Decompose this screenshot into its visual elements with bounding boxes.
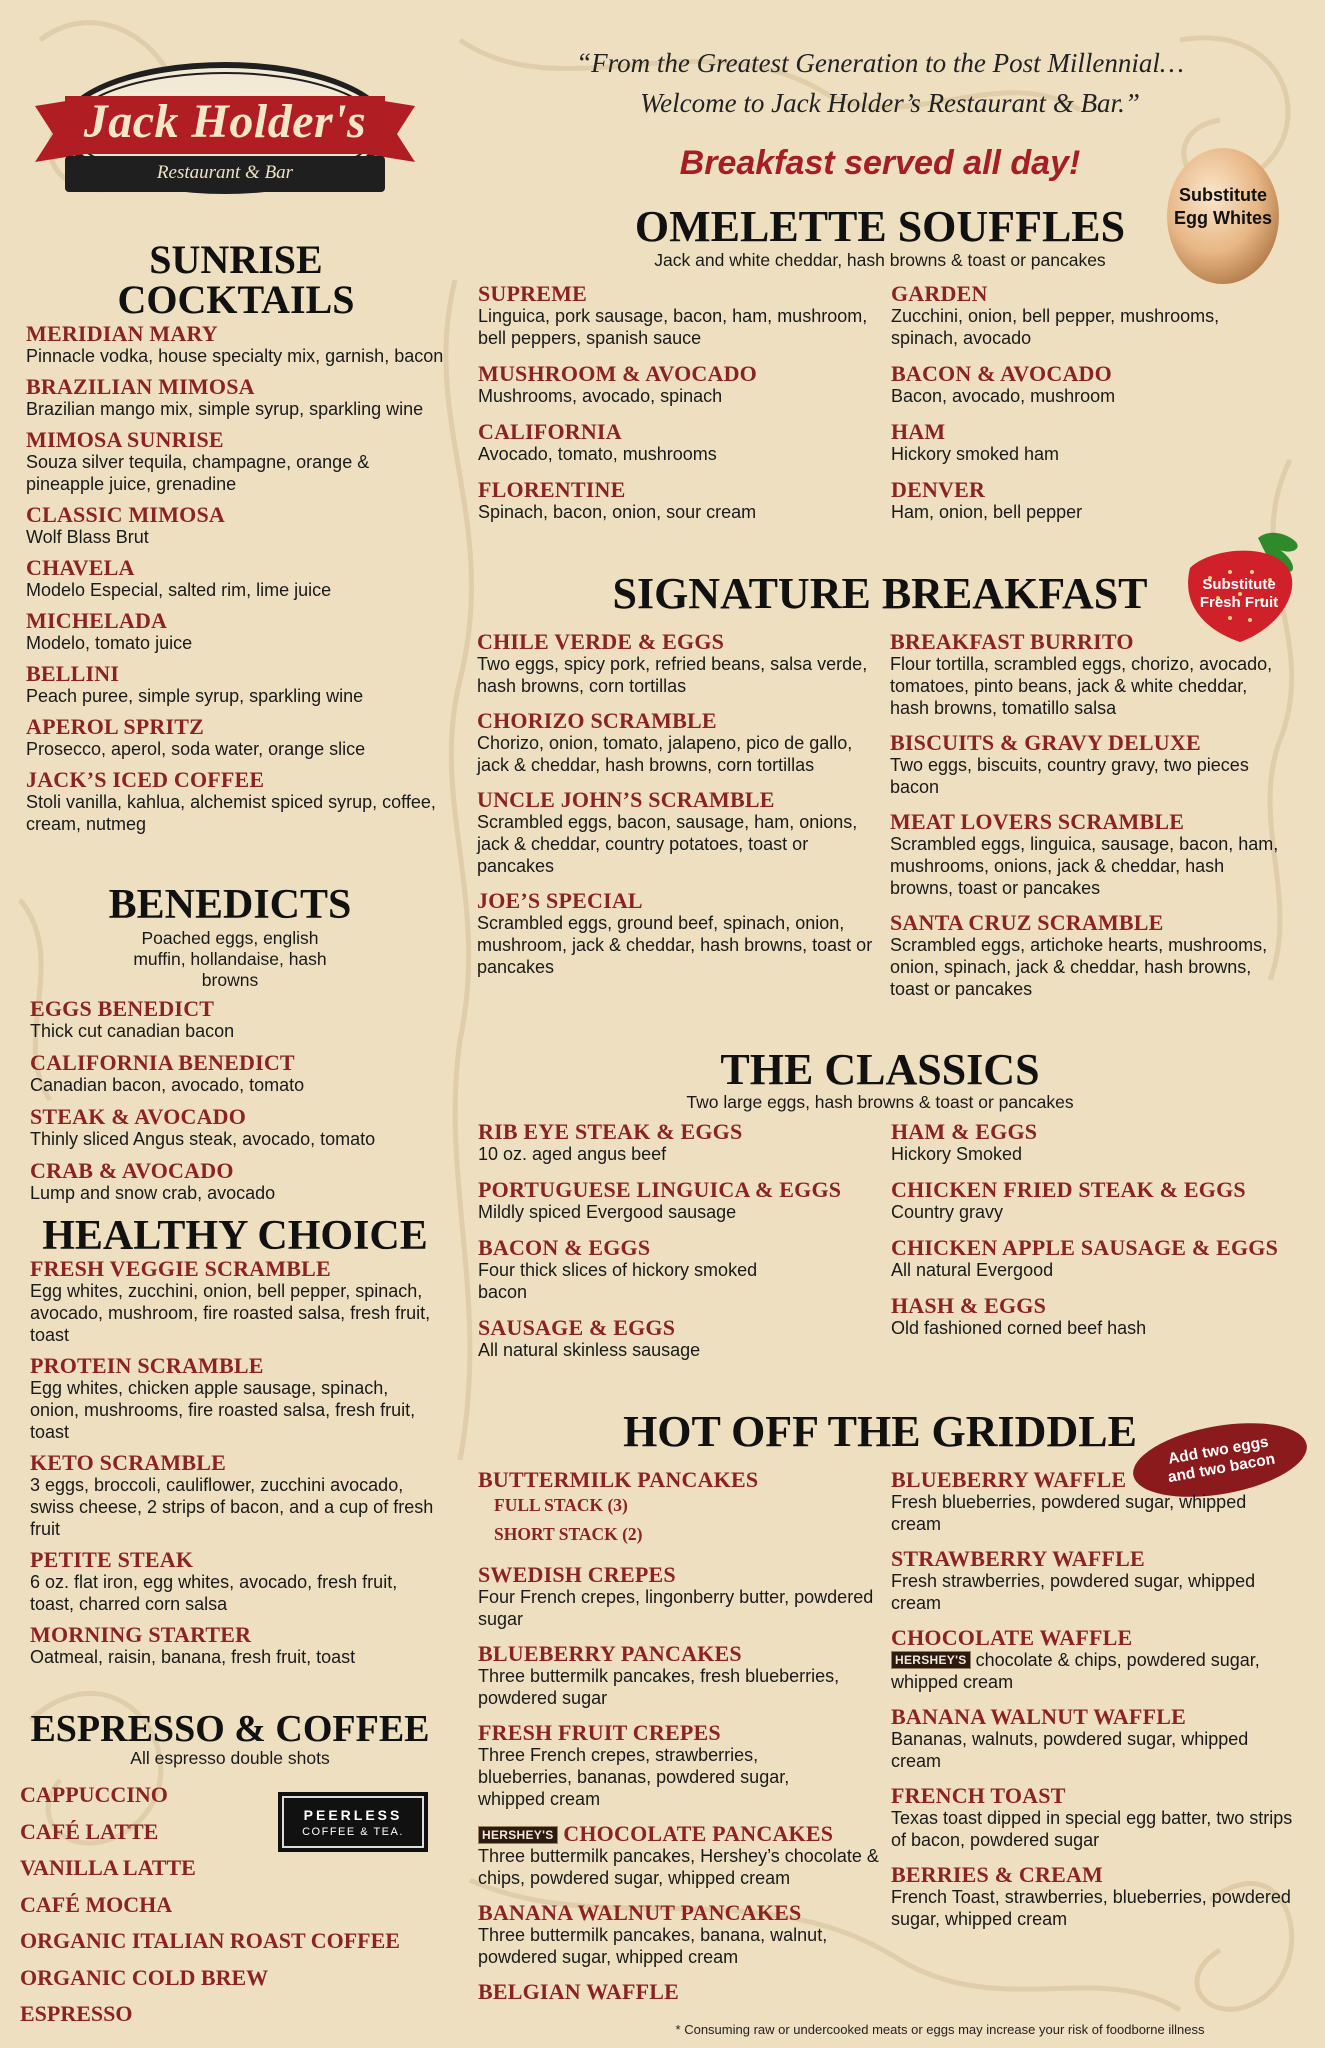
item-desc: 3 eggs, broccoli, cauliflower, zucchini avocado, swiss cheese, 2 strips of bacon, and a cup of fresh fruit (30, 1475, 434, 1539)
menu-item (26, 556, 446, 601)
tagline-line-2: Welcome to Jack Holder’s Restaurant & Bar.” (640, 88, 1140, 118)
item-desc: Texas toast dipped in special egg batter, two strips of bacon, powdered sugar (891, 1808, 1293, 1850)
menu-item (478, 478, 878, 523)
item-name: BLUEBERRY PANCAKES (478, 1641, 742, 1666)
item-desc: Bacon, avocado, mushroom (891, 386, 1116, 406)
item-name: SAUSAGE & EGGS (478, 1315, 676, 1340)
item-desc: Hickory Smoked (891, 1144, 1023, 1164)
item-name: BANANA WALNUT PANCAKES (478, 1900, 802, 1925)
item-desc: Linguica, pork sausage, bacon, ham, mushroom, bell peppers, spanish sauce (478, 306, 868, 348)
menu-item (30, 1354, 440, 1443)
item-name: HASH & EGGS (891, 1293, 1047, 1318)
griddle-title: HOT OFF THE GRIDDLE (623, 1407, 1137, 1456)
menu-item (478, 1563, 898, 1630)
menu-item (478, 1120, 878, 1165)
item-desc: Four French crepes, lingonberry butter, powdered sugar (478, 1587, 874, 1629)
menu-item (26, 322, 446, 367)
menu-item (478, 362, 878, 407)
menu-item (30, 1051, 430, 1096)
signature-title: SIGNATURE BREAKFAST (612, 569, 1148, 618)
coffee-item: VANILLA LATTE (20, 1855, 196, 1880)
item-desc: Three buttermilk pancakes, Hershey’s chocolate & chips, powdered sugar, whipped cream (478, 1846, 879, 1888)
item-name: MEAT LOVERS SCRAMBLE (890, 809, 1185, 834)
logo-name: Jack Holder's (83, 95, 367, 148)
coffee-item: CAPPUCCINO (20, 1782, 168, 1807)
item-desc: 6 oz. flat iron, egg whites, avocado, fresh fruit, toast, charred corn salsa (30, 1572, 398, 1614)
classics-right-column (891, 1120, 1311, 1352)
item-desc: All natural skinless sausage (478, 1340, 701, 1360)
item-name: MORNING STARTER (30, 1622, 252, 1647)
item-name: PORTUGUESE LINGUICA & EGGS (478, 1177, 842, 1202)
healthy-choice-section (30, 1215, 440, 1676)
item-desc-row (891, 1649, 1301, 1693)
item-desc: Two eggs, biscuits, country gravy, two pieces bacon (890, 755, 1249, 797)
item-name: BANANA WALNUT WAFFLE (891, 1704, 1186, 1729)
item-desc: Two eggs, spicy pork, refried beans, salsa verde, hash browns, corn tortillas (477, 654, 868, 696)
peerless-brand: PEERLESS (303, 1806, 403, 1823)
coffee-item: CAFÉ MOCHA (20, 1891, 173, 1917)
coffee-item: ORGANIC COLD BREW (20, 1964, 269, 1990)
item-name: BREAKFAST BURRITO (890, 629, 1134, 654)
item-name: KETO SCRAMBLE (30, 1450, 226, 1475)
item-name: CHICKEN FRIED STEAK & EGGS (891, 1177, 1246, 1202)
item-desc: Brazilian mango mix, simple syrup, sparkling wine (26, 399, 424, 419)
menu-item (26, 428, 446, 495)
item-desc: Mildly spiced Evergood sausage (478, 1202, 737, 1222)
item-desc: Mushrooms, avocado, spinach (478, 386, 723, 406)
item-desc: Peach puree, simple syrup, sparkling wine (26, 686, 364, 706)
item-name: UNCLE JOHN’S SCRAMBLE (477, 787, 775, 812)
item-name: CALIFORNIA BENEDICT (30, 1050, 295, 1075)
signature-left-column (477, 630, 877, 990)
menu-item (478, 1178, 878, 1223)
item-name: CHILE VERDE & EGGS (477, 629, 725, 654)
section-title: ESPRESSO & COFFEE (30, 1708, 430, 1750)
menu-item (891, 1294, 1311, 1339)
item-name: BELLINI (26, 661, 120, 686)
menu-item (30, 1451, 440, 1540)
section-subtitle: All espresso double shots (130, 1748, 330, 1768)
item-desc: Egg whites, zucchini, onion, bell pepper, spinach, avocado, mushroom, fire roasted salsa, fresh fruit, toast (30, 1281, 431, 1345)
menu-item (478, 1468, 898, 1549)
item-desc: Chorizo, onion, tomato, jalapeno, pico de gallo, jack & cheddar, hash browns, corn tortillas (477, 733, 853, 775)
item-name-row (478, 1822, 898, 1845)
item-name: HAM (891, 419, 946, 444)
logo (35, 58, 415, 198)
menu-item (477, 788, 877, 877)
item-name: BERRIES & CREAM (891, 1862, 1104, 1887)
menu-item (891, 420, 1291, 465)
menu-item (891, 1784, 1301, 1851)
item-desc: Four thick slices of hickory smoked bacon (478, 1260, 758, 1302)
add-eggs-bacon-badge-label: Add two eggs and two bacon (1166, 1433, 1277, 1487)
menu-item (477, 709, 877, 776)
item-name: BELGIAN WAFFLE (478, 1979, 680, 2004)
item-name: CLASSIC MIMOSA (26, 502, 225, 527)
item-desc: All natural Evergood (891, 1260, 1054, 1280)
omelette-title: OMELETTE SOUFFLES (634, 202, 1126, 251)
peerless-sub: COFFEE & TEA. (302, 1825, 404, 1838)
menu-item (30, 1159, 430, 1204)
benedicts-section (30, 884, 430, 1213)
item-name: PETITE STEAK (30, 1547, 194, 1572)
item-desc: Pinnacle vodka, house specialty mix, garnish, bacon (26, 346, 444, 366)
sunrise-items (26, 322, 446, 835)
menu-item (478, 1822, 898, 1889)
item-desc: Stoli vanilla, kahlua, alchemist spiced syrup, coffee, cream, nutmeg (26, 792, 436, 834)
menu-item (891, 1178, 1311, 1223)
item-desc: Souza silver tequila, champagne, orange & pineapple juice, grenadine (26, 452, 370, 494)
hersheys-logo: HERSHEY'S (478, 1826, 558, 1844)
item-desc: Wolf Blass Brut (26, 527, 149, 547)
item-desc: Thinly sliced Angus steak, avocado, tomato (30, 1129, 376, 1149)
menu-item (26, 375, 446, 420)
menu-item (26, 503, 446, 548)
breakfast-served-note: Breakfast served all day! (679, 144, 1081, 182)
menu-item (891, 1705, 1301, 1772)
item-desc: Hickory smoked ham (891, 444, 1060, 464)
item-name: MICHELADA (26, 608, 168, 633)
omelette-left-column (478, 282, 878, 536)
item-desc: Thick cut canadian bacon (30, 1021, 235, 1041)
classics-title: THE CLASSICS (720, 1045, 1040, 1094)
item-name: STEAK & AVOCADO (30, 1104, 247, 1129)
item-name: CALIFORNIA (478, 419, 622, 444)
section-title: HEALTHY CHOICE (42, 1213, 428, 1259)
item-desc: Spinach, bacon, onion, sour cream (478, 502, 757, 522)
item-name: BRAZILIAN MIMOSA (26, 374, 255, 399)
item-name: CHOCOLATE PANCAKES (563, 1821, 834, 1846)
item-desc: Prosecco, aperol, soda water, orange slice (26, 739, 366, 759)
item-desc: Egg whites, chicken apple sausage, spinach, onion, mushrooms, fire roasted salsa, fresh fruit, toast (30, 1378, 416, 1442)
menu-item (477, 630, 877, 697)
stack-option: FULL STACK (3) (494, 1495, 628, 1515)
griddle-left-column (478, 1468, 898, 2015)
menu-item (890, 731, 1290, 798)
item-name: FRESH FRUIT CREPES (478, 1720, 721, 1745)
classics-left-column (478, 1120, 878, 1374)
item-name: BUTTERMILK PANCAKES (478, 1467, 759, 1492)
menu-item (30, 997, 430, 1042)
item-desc: Scrambled eggs, bacon, sausage, ham, onions, jack & cheddar, country potatoes, toast or pancakes (477, 812, 858, 876)
item-desc: 10 oz. aged angus beef (478, 1144, 667, 1164)
item-name: CHAVELA (26, 555, 135, 580)
omelette-subtitle: Jack and white cheddar, hash browns & toast or pancakes (654, 250, 1106, 270)
item-name: HAM & EGGS (891, 1119, 1038, 1144)
menu-item (478, 1316, 878, 1361)
menu-item (30, 1105, 430, 1150)
menu-item (30, 1257, 440, 1346)
item-desc: Modelo Especial, salted rim, lime juice (26, 580, 332, 600)
menu-item (891, 1863, 1301, 1930)
menu-item (891, 478, 1291, 523)
item-desc: Modelo, tomato juice (26, 633, 193, 653)
item-desc: Canadian bacon, avocado, tomato (30, 1075, 305, 1095)
menu-item (890, 630, 1290, 719)
signature-right-column (890, 630, 1290, 1012)
hersheys-logo: HERSHEY'S (891, 1651, 971, 1669)
item-desc: Oatmeal, raisin, banana, fresh fruit, toast (30, 1647, 356, 1667)
menu-item (890, 810, 1290, 899)
menu-item (478, 1642, 898, 1709)
item-desc: Fresh blueberries, powdered sugar, whipped cream (891, 1492, 1247, 1534)
item-name: RIB EYE STEAK & EGGS (478, 1119, 743, 1144)
coffee-item: ESPRESSO (20, 2001, 133, 2026)
item-name: CHOCOLATE WAFFLE (891, 1625, 1133, 1650)
coffee-item: ORGANIC ITALIAN ROAST COFFEE (20, 1928, 400, 1953)
fresh-fruit-badge-label: Substitute Fresh Fruit (1199, 576, 1279, 611)
item-desc: Three buttermilk pancakes, fresh blueberries, powdered sugar (478, 1666, 840, 1708)
classics-subtitle: Two large eggs, hash browns & toast or pancakes (686, 1092, 1074, 1112)
item-desc: French Toast, strawberries, blueberries, powdered sugar, whipped cream (891, 1887, 1291, 1929)
menu-item (891, 362, 1291, 407)
menu-item (478, 420, 878, 465)
menu-item (30, 1623, 440, 1668)
item-desc: Avocado, tomato, mushrooms (478, 444, 717, 464)
menu-item (890, 911, 1290, 1000)
omelette-right-column (891, 282, 1291, 536)
egg-whites-badge-label: Substitute Egg Whites (1174, 185, 1272, 228)
item-desc: Scrambled eggs, ground beef, spinach, onion, mushroom, jack & cheddar, hash browns, toast or pancakes (477, 913, 873, 977)
item-desc: Flour tortilla, scrambled eggs, chorizo, avocado, tomatoes, pinto beans, jack & white cheddar, hash browns, tomatillo salsa (890, 654, 1273, 718)
section-subtitle: Poached eggs, english muffin, hollandaise, hash browns (133, 928, 327, 990)
item-desc: Ham, onion, bell pepper (891, 502, 1083, 522)
item-name: CHICKEN APPLE SAUSAGE & EGGS (891, 1235, 1279, 1260)
item-name: MIMOSA SUNRISE (26, 427, 224, 452)
item-name: GARDEN (891, 281, 988, 306)
menu-item (26, 715, 446, 760)
logo-subtitle: Restaurant & Bar (156, 162, 294, 183)
footnote: * Consuming raw or undercooked meats or eggs may increase your risk of foodborne illness (675, 2022, 1205, 2037)
stack-option: SHORT STACK (2) (494, 1524, 643, 1544)
item-name: BLUEBERRY WAFFLE (891, 1467, 1127, 1492)
menu-item (26, 609, 446, 654)
item-desc: Bananas, walnuts, powdered sugar, whipped cream (891, 1729, 1249, 1771)
coffee-item: CAFÉ LATTE (20, 1818, 159, 1844)
item-desc: Scrambled eggs, artichoke hearts, mushrooms, onion, spinach, jack & cheddar, hash browns, toast or pancakes (890, 935, 1268, 999)
menu-item (891, 1547, 1301, 1614)
menu-item (478, 1236, 878, 1303)
item-name: BISCUITS & GRAVY DELUXE (890, 730, 1201, 755)
item-name: APEROL SPRITZ (26, 714, 205, 739)
item-desc: chocolate & chips, powdered sugar, whipped cream (891, 1650, 1260, 1692)
menu-item (891, 1468, 1301, 1535)
item-name: JOE’S SPECIAL (477, 888, 643, 913)
item-name: MERIDIAN MARY (26, 321, 218, 346)
item-name: BACON & AVOCADO (891, 361, 1112, 386)
menu-item (891, 1626, 1301, 1693)
menu-item (891, 1236, 1311, 1281)
item-desc: Zucchini, onion, bell pepper, mushrooms, spinach, avocado (891, 306, 1220, 348)
item-name: CRAB & AVOCADO (30, 1158, 234, 1183)
item-name: SANTA CRUZ SCRAMBLE (890, 910, 1164, 935)
item-name: FRENCH TOAST (891, 1783, 1066, 1808)
menu-item (478, 1721, 898, 1810)
section-title: BENEDICTS (108, 882, 352, 928)
item-name: FRESH VEGGIE SCRAMBLE (30, 1256, 331, 1281)
item-name: CHORIZO SCRAMBLE (477, 708, 717, 733)
section-title: SUNRISE COCKTAILS (117, 237, 355, 322)
menu-item (891, 282, 1291, 349)
menu-item (478, 1980, 898, 2003)
item-desc: Old fashioned corned beef hash (891, 1318, 1147, 1338)
item-name: JACK’S ICED COFFEE (26, 767, 265, 792)
menu-item (478, 282, 878, 349)
item-desc: Three buttermilk pancakes, banana, walnut, powdered sugar, whipped cream (478, 1925, 828, 1967)
menu-item (26, 662, 446, 707)
item-desc: Scrambled eggs, linguica, sausage, bacon, ham, mushrooms, onions, jack & cheddar, hash browns, toast or pancakes (890, 834, 1279, 898)
item-name: EGGS BENEDICT (30, 996, 215, 1021)
item-name: MUSHROOM & AVOCADO (478, 361, 757, 386)
item-desc: Lump and snow crab, avocado (30, 1183, 276, 1203)
item-name: FLORENTINE (478, 477, 626, 502)
menu-item (891, 1120, 1311, 1165)
item-name: DENVER (891, 477, 986, 502)
item-name: SUPREME (478, 281, 587, 306)
menu-item (26, 768, 446, 835)
item-name: STRAWBERRY WAFFLE (891, 1546, 1145, 1571)
menu-item (477, 889, 877, 978)
menu-item (478, 1901, 898, 1968)
peerless-logo (278, 1792, 428, 1852)
menu-item (30, 1548, 440, 1615)
tagline-line-1: “From the Greatest Generation to the Post Millennial… (576, 48, 1184, 78)
item-desc: Country gravy (891, 1202, 1004, 1222)
espresso-section (20, 1710, 440, 2033)
griddle-right-column (891, 1468, 1301, 1942)
item-desc: Fresh strawberries, powdered sugar, whipped cream (891, 1571, 1256, 1613)
sunrise-cocktails-section (26, 237, 446, 843)
item-name: SWEDISH CREPES (478, 1562, 676, 1587)
item-name: PROTEIN SCRAMBLE (30, 1353, 264, 1378)
item-name: BACON & EGGS (478, 1235, 651, 1260)
item-desc: Three French crepes, strawberries, blueberries, bananas, powdered sugar, whipped cream (478, 1745, 790, 1809)
